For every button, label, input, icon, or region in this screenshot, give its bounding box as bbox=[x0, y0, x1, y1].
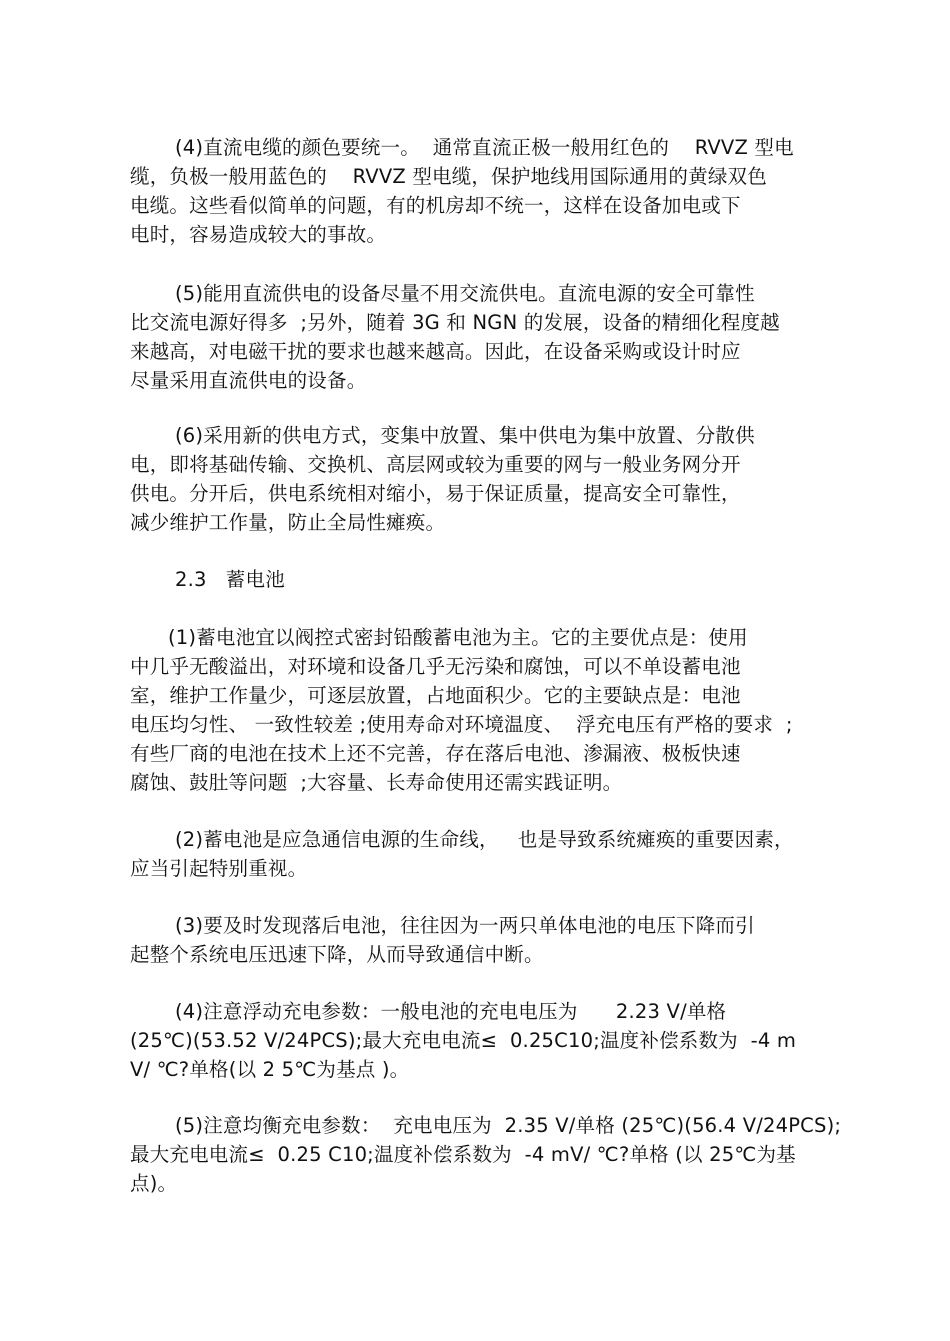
text-line: 比交流电源好得多 ;另外，随着 3G 和 NGN 的发展，设备的精细化程度越 bbox=[130, 311, 780, 334]
text-line: 尽量采用直流供电的设备。 bbox=[130, 369, 367, 392]
text-line: 起整个系统电压迅速下降，从而导致通信中断。 bbox=[130, 943, 544, 966]
text-line: 供电。分开后，供电系统相对缩小，易于保证质量，提高安全可靠性， bbox=[130, 482, 741, 505]
text-line: (5)能用直流供电的设备尽量不用交流供电。直流电源的安全可靠性 bbox=[175, 282, 755, 305]
text-line: 有些厂商的电池在技术上还不完善，存在落后电池、渗漏液、极板快速 bbox=[130, 742, 741, 765]
text-line: (4)直流电缆的颜色要统一。 通常直流正极一般用红色的 RVVZ 型电 bbox=[175, 136, 794, 159]
text-line: 点)。 bbox=[130, 1172, 178, 1195]
text-line: 来越高，对电磁干扰的要求也越来越高。因此，在设备采购或设计时应 bbox=[130, 340, 741, 363]
text-line: (25℃)(53.52 V/24PCS);最大充电电流≤ 0.25C10;温度补偿系数为 -4 m bbox=[130, 1029, 797, 1052]
text-line: 电时，容易造成较大的事故。 bbox=[130, 223, 387, 246]
text-line: 电，即将基础传输、交换机、高层网或较为重要的网与一般业务网分开 bbox=[130, 453, 741, 476]
text-line: 应当引起特别重视。 bbox=[130, 857, 308, 880]
text-line: 缆，负极一般用蓝色的 RVVZ 型电缆，保护地线用国际通用的黄绿双色 bbox=[130, 165, 767, 188]
text-line: (2)蓄电池是应急通信电源的生命线， 也是导致系统瘫痪的重要因素， bbox=[175, 828, 794, 851]
text-line: 最大充电电流≤ 0.25 C10;温度补偿系数为 -4 mV/ ℃?单格 (以 25℃为基 bbox=[130, 1143, 796, 1166]
text-line: (6)采用新的供电方式，变集中放置、集中供电为集中放置、分散供 bbox=[175, 424, 755, 447]
text-line: 电压均匀性、 一致性较差 ;使用寿命对环境温度、 浮充电压有严格的要求 ; bbox=[130, 713, 793, 736]
text-line: 中几乎无酸溢出，对环境和设备几乎无污染和腐蚀，可以不单设蓄电池 bbox=[130, 655, 741, 678]
text-line: (1)蓄电池宜以阀控式密封铅酸蓄电池为主。它的主要优点是：使用 bbox=[168, 626, 748, 649]
text-line: V/ ℃?单格(以 2 5℃为基点 )。 bbox=[130, 1058, 410, 1081]
section-heading: 2.3 蓄电池 bbox=[175, 568, 285, 591]
text-line: 减少维护工作量，防止全局性瘫痪。 bbox=[130, 511, 446, 534]
text-line: (5)注意均衡充电参数： 充电电压为 2.35 V/单格 (25℃)(56.4 V/24PCS); bbox=[175, 1114, 842, 1137]
text-line: 室，维护工作量少，可逐层放置，占地面积少。它的主要缺点是：电池 bbox=[130, 684, 741, 707]
text-line: 电缆。这些看似简单的问题，有的机房却不统一，这样在设备加电或下 bbox=[130, 194, 741, 217]
text-line: 腐蚀、鼓肚等问题 ;大容量、长寿命使用还需实践证明。 bbox=[130, 771, 623, 794]
text-line: (3)要及时发现落后电池，往往因为一两只单体电池的电压下降而引 bbox=[175, 914, 755, 937]
text-line: (4)注意浮动充电参数：一般电池的充电电压为 2.23 V/单格 bbox=[175, 1000, 727, 1023]
